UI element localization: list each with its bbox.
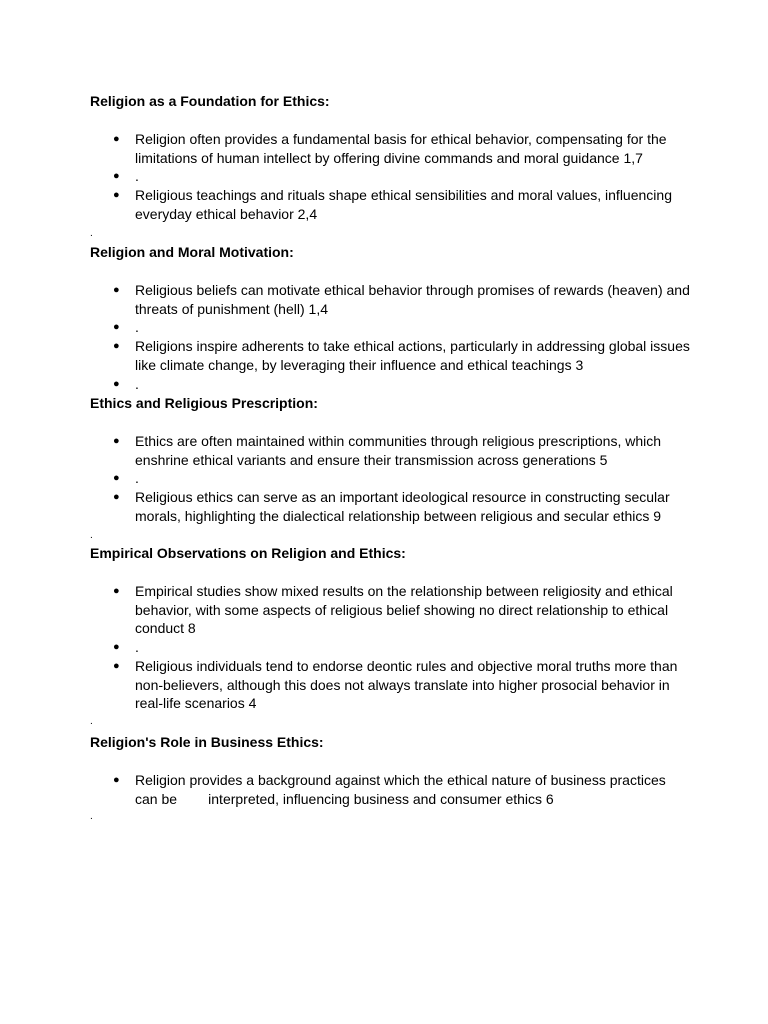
bullet-icon: ● bbox=[113, 377, 120, 390]
bullet-list bbox=[90, 771, 690, 808]
bullet-icon: ● bbox=[113, 133, 120, 145]
bullet-icon: ● bbox=[113, 491, 120, 504]
list-item bbox=[90, 186, 690, 223]
list-item bbox=[90, 657, 690, 713]
bullet-list bbox=[90, 281, 690, 393]
bullet-list bbox=[90, 582, 690, 713]
list-item bbox=[90, 375, 690, 394]
list-item bbox=[90, 281, 690, 318]
bullet-icon: ● bbox=[113, 472, 120, 485]
section-foundation bbox=[90, 92, 690, 224]
bullet-icon: ● bbox=[113, 659, 120, 672]
separator-dot: . bbox=[90, 811, 93, 822]
list-item bbox=[90, 488, 690, 525]
bullet-list bbox=[90, 130, 690, 224]
list-item-text: . bbox=[135, 375, 139, 392]
bullet-icon: ● bbox=[113, 774, 120, 786]
bullet-icon: ● bbox=[113, 585, 120, 597]
separator-dot: . bbox=[90, 530, 93, 541]
list-item-text: Religious ethics can serve as an important ideological resource in constructing secular morals, highlighting the dialectical relationship between religious and secular ethics 9 bbox=[135, 489, 670, 524]
list-item bbox=[90, 318, 690, 337]
separator-dot: . bbox=[90, 228, 93, 239]
bullet-list bbox=[90, 432, 690, 526]
section-heading: Empirical Observations on Religion and Ethics: bbox=[90, 545, 406, 561]
list-item-text: Religious teachings and rituals shape ethical sensibilities and moral values, influencing everyday ethical behavior 2,4 bbox=[135, 187, 672, 222]
bullet-icon: ● bbox=[113, 189, 120, 202]
list-item-text: Religious beliefs can motivate ethical behavior through promises of rewards (heaven) and threats of punishment (hell) 1,4 bbox=[135, 282, 690, 317]
list-item bbox=[90, 130, 690, 167]
list-item-text: Religions inspire adherents to take ethical actions, particularly in addressing global issues like climate change, by leveraging their influence and ethical teachings 3 bbox=[135, 338, 690, 373]
list-item bbox=[90, 337, 690, 374]
list-item-text: . bbox=[135, 470, 139, 487]
list-item-text: Religion provides a background against which the ethical nature of business practices can be interpreted, influencing business and consumer ethics 6 bbox=[135, 772, 666, 807]
list-item bbox=[90, 469, 690, 488]
separator-dot: . bbox=[90, 716, 93, 727]
list-item-text: . bbox=[135, 319, 139, 336]
section-heading: Religion as a Foundation for Ethics: bbox=[90, 93, 330, 109]
bullet-icon: ● bbox=[113, 641, 120, 654]
list-item bbox=[90, 638, 690, 657]
bullet-icon: ● bbox=[113, 321, 120, 334]
bullet-icon: ● bbox=[113, 435, 120, 447]
list-item-text: Religion often provides a fundamental basis for ethical behavior, compensating for the limitations of human intellect by offering divine commands and moral guidance 1,7 bbox=[135, 131, 667, 166]
section-prescription bbox=[90, 394, 690, 526]
section-business bbox=[90, 733, 690, 808]
bullet-icon: ● bbox=[113, 170, 120, 183]
section-heading: Religion and Moral Motivation: bbox=[90, 244, 294, 260]
section-heading: Religion's Role in Business Ethics: bbox=[90, 734, 324, 750]
section-empirical bbox=[90, 544, 690, 713]
bullet-icon: ● bbox=[113, 340, 120, 353]
bullet-icon: ● bbox=[113, 284, 120, 296]
list-item bbox=[90, 167, 690, 186]
list-item bbox=[90, 582, 690, 638]
section-heading: Ethics and Religious Prescription: bbox=[90, 395, 318, 411]
list-item-text: . bbox=[135, 168, 139, 185]
list-item bbox=[90, 771, 690, 808]
list-item-text: . bbox=[135, 639, 139, 656]
list-item-text: Empirical studies show mixed results on the relationship between religiosity and ethical behavior, with some aspects of religious belief showing no direct relationship to ethical conduct 8 bbox=[135, 583, 673, 637]
section-motivation bbox=[90, 243, 690, 393]
list-item-text: Religious individuals tend to endorse deontic rules and objective moral truths more than non-believers, although this does not always translate into higher prosocial behavior in real-life scenarios 4 bbox=[135, 657, 678, 712]
list-item bbox=[90, 432, 690, 469]
list-item-text: Ethics are often maintained within communities through religious prescriptions, which enshrine ethical variants and ensure their transmission across generations 5 bbox=[135, 433, 662, 468]
